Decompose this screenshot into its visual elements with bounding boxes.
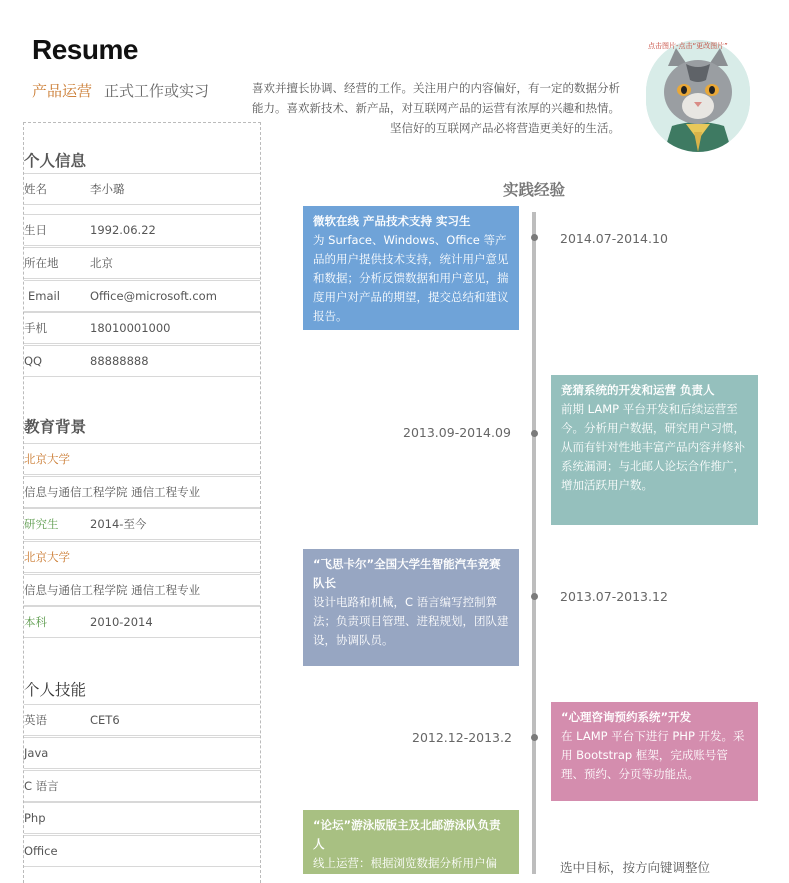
avatar-caption: 点击图片-点击“更改图片”: [648, 42, 728, 50]
experience-card[interactable]: [303, 810, 519, 874]
experience-card-body: 前期 LAMP 平台开发和后续运营至今。分析用户数据，研究用户习惯，从而有针对性地丰富产品内容并修补系统漏洞；与北邮人论坛合作推广，增加活跃用户数。: [561, 402, 745, 492]
job-type: 正式工作或实习: [104, 82, 210, 100]
row-value: 1992.06.22: [90, 223, 156, 237]
edu-row[interactable]: [24, 476, 260, 508]
skill-name: Office: [24, 844, 58, 858]
experience-card[interactable]: [551, 702, 758, 801]
timeline-dot: [531, 234, 538, 241]
edu-row[interactable]: [24, 574, 260, 606]
edu-row[interactable]: [24, 508, 260, 540]
info-row-name[interactable]: [24, 173, 260, 205]
experience-card-title: “心理咨询预约系统”开发: [561, 710, 692, 724]
skill-level: CET6: [90, 713, 120, 727]
intro-text: 喜欢并擅长协调、经营的工作。关注用户的内容偏好，有一定的数据分析能力。喜欢新技术、新产品，对互联网产品的运营有浓厚的兴趣和热情。坚信好的互联网产品必将营造更美好的生活。: [252, 81, 620, 135]
row-value: 18010001000: [90, 321, 171, 335]
row-label: 生日: [24, 223, 47, 237]
row-value: 88888888: [90, 354, 149, 368]
info-row-email[interactable]: [24, 280, 260, 312]
experience-card[interactable]: [303, 206, 519, 330]
degree: 本科: [24, 615, 47, 629]
experience-card-title: “飞思卡尔”全国大学生智能汽车竞赛 队长: [313, 557, 501, 590]
experience-card-title: 微软在线 产品技术支持 实习生: [313, 214, 471, 228]
skill-row[interactable]: [24, 835, 260, 867]
experience-date: 2013.07-2013.12: [560, 589, 668, 604]
skill-row[interactable]: [24, 737, 260, 769]
target-role: 产品运营: [32, 82, 93, 100]
skill-row[interactable]: [24, 704, 260, 736]
row-value: 李小璐: [90, 182, 125, 196]
row-label: 所在地: [24, 256, 59, 270]
edu-period: 2014-至今: [90, 517, 147, 531]
edu-row[interactable]: [24, 541, 260, 573]
row-value: 北京: [90, 256, 113, 270]
experience-card-title: 竞猜系统的开发和运营 负责人: [561, 383, 715, 397]
experience-card[interactable]: [303, 549, 519, 666]
skills-title: 个人技能: [24, 681, 87, 699]
timeline-dot: [531, 593, 538, 600]
row-label: QQ: [24, 354, 43, 368]
experience-card-body: 设计电路和机械，C 语言编写控制算法；负责项目管理、进程规划，团队建设，协调队员。: [313, 595, 509, 647]
experience-card-body: 为 Surface、Windows、Office 等产品的用户提供技术支持，统计用户意见和数据；分析反馈数据和用户意见，揣度用户对产品的期望，提交总结和建议报告。: [313, 233, 509, 323]
experience-card-title: “论坛”游泳版版主及北邮游泳队负责人: [313, 818, 501, 851]
info-row-phone[interactable]: [24, 312, 260, 344]
row-label: 姓名: [24, 182, 47, 196]
major: 信息与通信工程学院 通信工程专业: [24, 485, 201, 499]
skill-name: C 语言: [24, 779, 59, 793]
experience-card-body: 在 LAMP 平台下进行 PHP 开发。采用 Bootstrap 框架，完成账号管理、预约、分页等功能点。: [561, 729, 745, 781]
experience-date: 2013.09-2014.09: [403, 425, 511, 440]
skill-row[interactable]: [24, 802, 260, 834]
skill-name: 英语: [24, 713, 47, 727]
cat-illustration: [646, 40, 750, 152]
row-label: 手机: [24, 321, 47, 335]
experience-card[interactable]: [551, 375, 758, 525]
experience-title: 实践经验: [503, 181, 566, 199]
row-value: Office@microsoft.com: [90, 289, 217, 303]
row-label: Email: [28, 289, 60, 303]
skill-row[interactable]: [24, 770, 260, 802]
timeline-dot: [531, 734, 538, 741]
edu-row[interactable]: [24, 443, 260, 475]
edu-row[interactable]: [24, 606, 260, 638]
personal-info-title: 个人信息: [24, 152, 87, 170]
avatar-cat-photo[interactable]: [646, 40, 750, 152]
info-row-birthday[interactable]: [24, 214, 260, 246]
info-row-qq[interactable]: [24, 345, 260, 377]
university-name: 北京大学: [24, 550, 70, 564]
skill-name: Java: [24, 746, 49, 760]
experience-card-body: 线上运营：根据浏览数据分析用户偏: [313, 856, 497, 870]
resume-title: Resume: [32, 34, 138, 65]
experience-date: 2012.12-2013.2: [412, 730, 512, 745]
editor-hint: 选中目标，按方向键调整位: [560, 860, 711, 875]
timeline-axis: [532, 212, 536, 874]
education-title: 教育背景: [24, 418, 87, 436]
edu-period: 2010-2014: [90, 615, 153, 629]
skill-name: Php: [24, 811, 46, 825]
university-name: 北京大学: [24, 452, 70, 466]
timeline-dot: [531, 430, 538, 437]
major: 信息与通信工程学院 通信工程专业: [24, 583, 201, 597]
experience-date: 2014.07-2014.10: [560, 231, 668, 246]
degree: 研究生: [24, 517, 59, 531]
left-column: [23, 122, 261, 883]
info-row-location[interactable]: [24, 247, 260, 279]
